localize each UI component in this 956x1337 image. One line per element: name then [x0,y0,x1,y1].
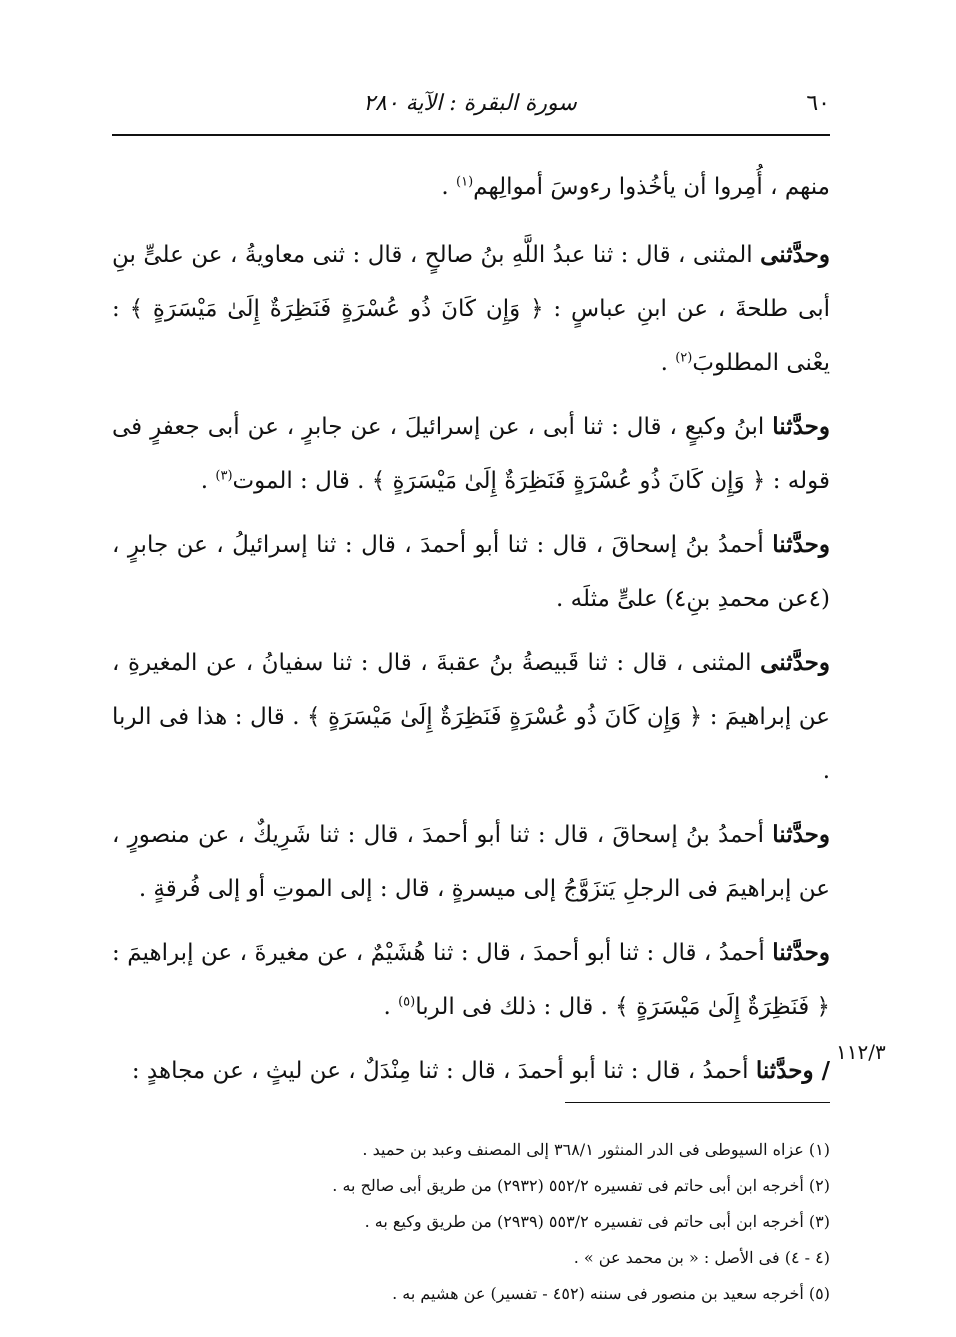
footnote-divider [565,1102,830,1103]
page-number: ٦٠ [806,91,830,116]
paragraph-lead: وحدَّثنا [772,531,830,558]
footnote-ref: (٥) [398,994,416,1010]
footnote: (٥) أخرجه سعيد بن منصور فى سننه (٤٥٢ - تفسير) عن هشيم به . [392,1284,830,1303]
paragraph-tail: . [660,350,676,376]
footnote: (١) عزاه السيوطى فى الدر المنثور ٣٦٨/١ إلى المصنف وعبد بن حميد . [362,1140,830,1159]
footnote: (٤ - ٤) فى الأصل : « بن محمد عن » . [573,1248,830,1267]
footnotes [112,1132,830,1312]
header-divider [112,134,830,136]
paragraph-lead: وحدَّثنا [772,413,830,440]
paragraph [112,636,830,798]
footnote-ref: (٢) [675,350,693,366]
paragraph-lead: وحدَّثنا [772,821,830,848]
paragraph-text: أحمدُ بنُ إسحاقَ ، قال : ثنا أبو أحمدَ ، قال : ثنا شَرِيكٌ ، عن منصورٍ ، عن إبراهيمَ فى الرجلِ يَتزَوَّجُ إلى ميسرةٍ ، قال : إلى الموتِ أو إلى فُرقةٍ . [112,822,830,902]
paragraph [112,808,830,916]
footnote: (٣) أخرجه ابن أبى حاتم فى تفسيره ٥٥٣/٢ (٢٩٣٩) من طريق وكيع به . [364,1212,830,1231]
paragraph-text: أحمدُ ، قال : ثنا أبو أحمدَ ، قال : ثنا مِنْدَلٌ ، عن ليثٍ ، عن مجاهدٍ : [131,1058,756,1084]
margin-volume-page-ref: ١١٢/٣ [836,1040,886,1064]
main-text [112,160,830,1108]
paragraph-tail: . [441,174,457,200]
paragraph-tail: . [200,468,216,494]
paragraph-lead: وحدَّثنا [772,939,830,966]
paragraph-text: المثنى ، قال : ثنا قَبيصةُ بنُ عقبةَ ، قال : ثنا سفيانُ ، عن المغيرةِ ، عن إبراهيمَ : ﴿ وَإِن كَانَ ذُو عُسْرَةٍ فَنَظِرَةٌ إِلَىٰ مَيْسَرَةٍ ﴾ . قال : هذا فى الربا . [112,650,830,784]
paragraph [112,400,830,508]
paragraph-text: أحمدُ بنُ إسحاقَ ، قال : ثنا أبو أحمدَ ، قال : ثنا إسرائيلُ ، عن جابرٍ ، (٤عن محمدِ بنِ٤) علىٍّ مثلَه . [112,532,830,612]
paragraph-lead: وحدَّثنى [760,649,830,676]
paragraph [112,518,830,626]
paragraph-lead: / وحدَّثنا [755,1057,830,1084]
paragraph-tail: . [383,994,399,1020]
footnote-ref: (١) [456,174,474,190]
paragraph-text: المثنى ، قال : ثنا عبدُ اللَّهِ بنُ صالحٍ ، قال : ثنى معاويةُ ، عن علىٍّ بنِ أبى طلحةَ ، عن ابنِ عباسٍ : ﴿ وَإِن كَانَ ذُو عُسْرَةٍ فَنَظِرَةٌ إِلَىٰ مَيْسَرَةٍ ﴾ : يعْنى المطلوبَ [112,242,830,376]
paragraph [112,228,830,390]
paragraph [112,926,830,1034]
paragraph-lead: وحدَّثنى [760,241,830,268]
paragraph [112,160,830,214]
page-header [110,84,830,124]
paragraph-text: منهم ، أُمِروا أن يأخُذوا رءوسَ أموالِهم [473,174,830,200]
footnote-ref: (٣) [215,468,233,484]
footnote: (٢) أخرجه ابن أبى حاتم فى تفسيره ٥٥٢/٢ (٢٩٣٢) من طريق أبى صالح به . [332,1176,830,1195]
running-title: سورة البقرة : الآية ٢٨٠ [363,91,577,116]
paragraph [112,1044,830,1098]
paragraph-text: أحمدُ ، قال : ثنا أبو أحمدَ ، قال : ثنا هُشَيْمٌ ، عن مغيرةَ ، عن إبراهيمَ : ﴿ فَنَظِرَةٌ إِلَىٰ مَيْسَرَةٍ ﴾ . قال : ذلك فى الربا [112,940,830,1020]
paragraph-text: ابنُ وكيعٍ ، قال : ثنا أبى ، عن إسرائيلَ ، عن جابرٍ ، عن أبى جعفرٍ فى قوله : ﴿ وَإِن كَانَ ذُو عُسْرَةٍ فَنَظِرَةٌ إِلَىٰ مَيْسَرَةٍ ﴾ . قال : الموت [112,414,830,494]
